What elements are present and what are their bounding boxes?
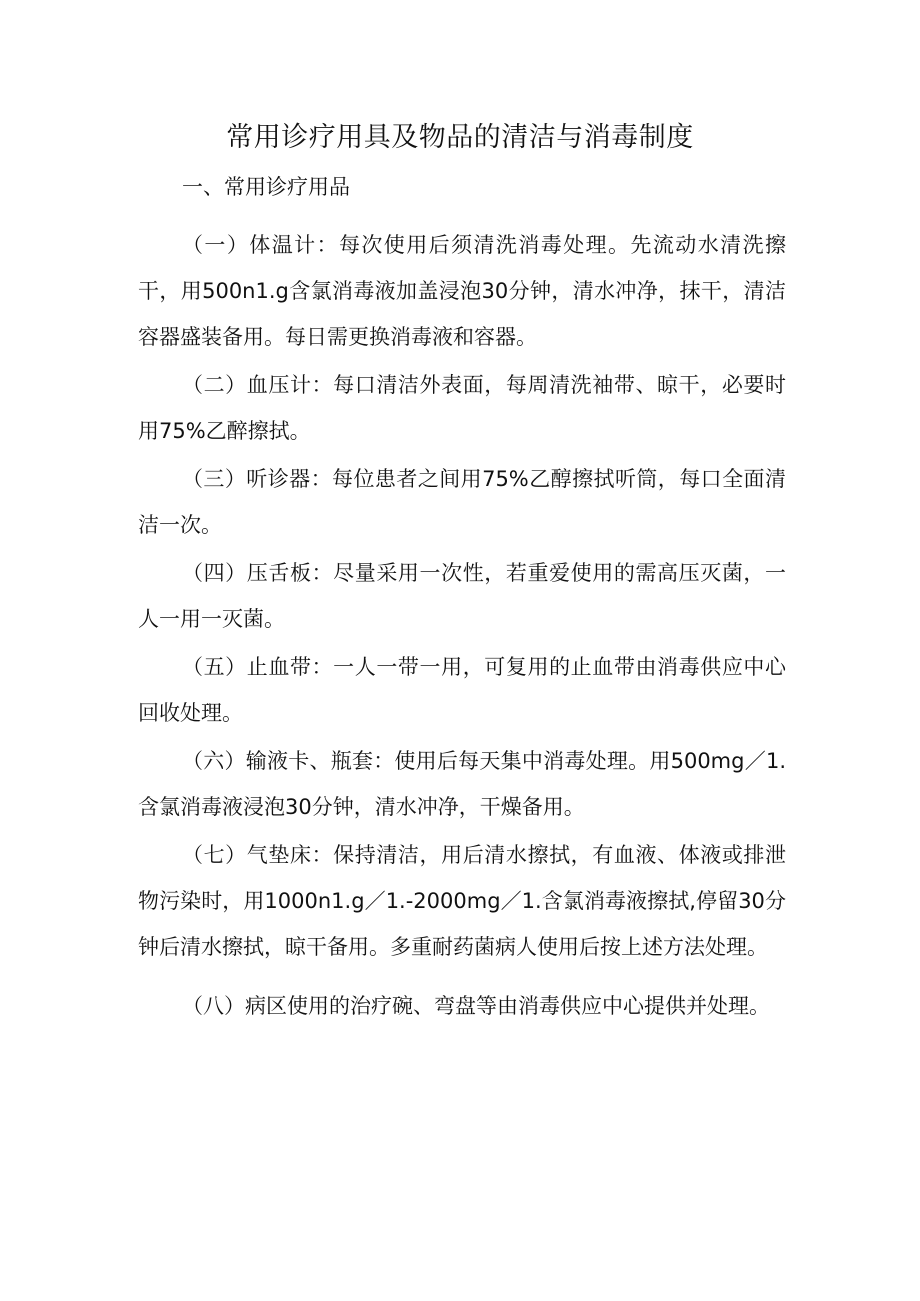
- paragraph-blood-pressure-meter: （二）血压计：每口清洁外表面，每周清洗袖带、晾干，必要时用75%乙醉擦拭。: [138, 373, 786, 443]
- paragraph-air-mattress: （七）气垫床：保持清洁，用后清水擦拭，有血液、体液或排泄物污染时，用1000n1.g／1.-2000mg／1.含氯消毒液擦拭,停留30分钟后清水擦拭，晾干备用。多重耐药菌病人使用后按上述方法处理。: [138, 843, 786, 959]
- paragraph-tongue-depressor: （四）压舌板：尽量采用一次性，若重爱使用的需高压灭菌，一人一用一灭菌。: [138, 561, 786, 631]
- paragraph-infusion-card: （六）输液卡、瓶套：使用后每天集中消毒处理。用500mg／1.含氯消毒液浸泡30分钟，清水冲净，干燥备用。: [138, 749, 786, 819]
- document-body: [138, 222, 786, 1036]
- paragraph-stethoscope: （三）听诊器：每位患者之间用75%乙醇擦拭听筒，每口全面清洁一次。: [138, 467, 786, 537]
- paragraph-thermometer: （一）体温计：每次使用后须清洗消毒处理。先流动水清洗擦干，用500n1.g含氯消毒液加盖浸泡30分钟，清水冲净，抹干，清洁容器盛装备用。每日需更换消毒液和容器。: [138, 233, 786, 349]
- section-heading: 一、常用诊疗用品: [182, 175, 350, 199]
- document-title: 常用诊疗用具及物品的清洁与消毒制度: [226, 122, 694, 153]
- paragraph-tourniquet: （五）止血带：一人一带一用，可复用的止血带由消毒供应中心回收处理。: [138, 655, 786, 725]
- paragraph-treatment-bowls: （八）病区使用的治疗碗、弯盘等由消毒供应中心提供并处理。: [182, 994, 770, 1018]
